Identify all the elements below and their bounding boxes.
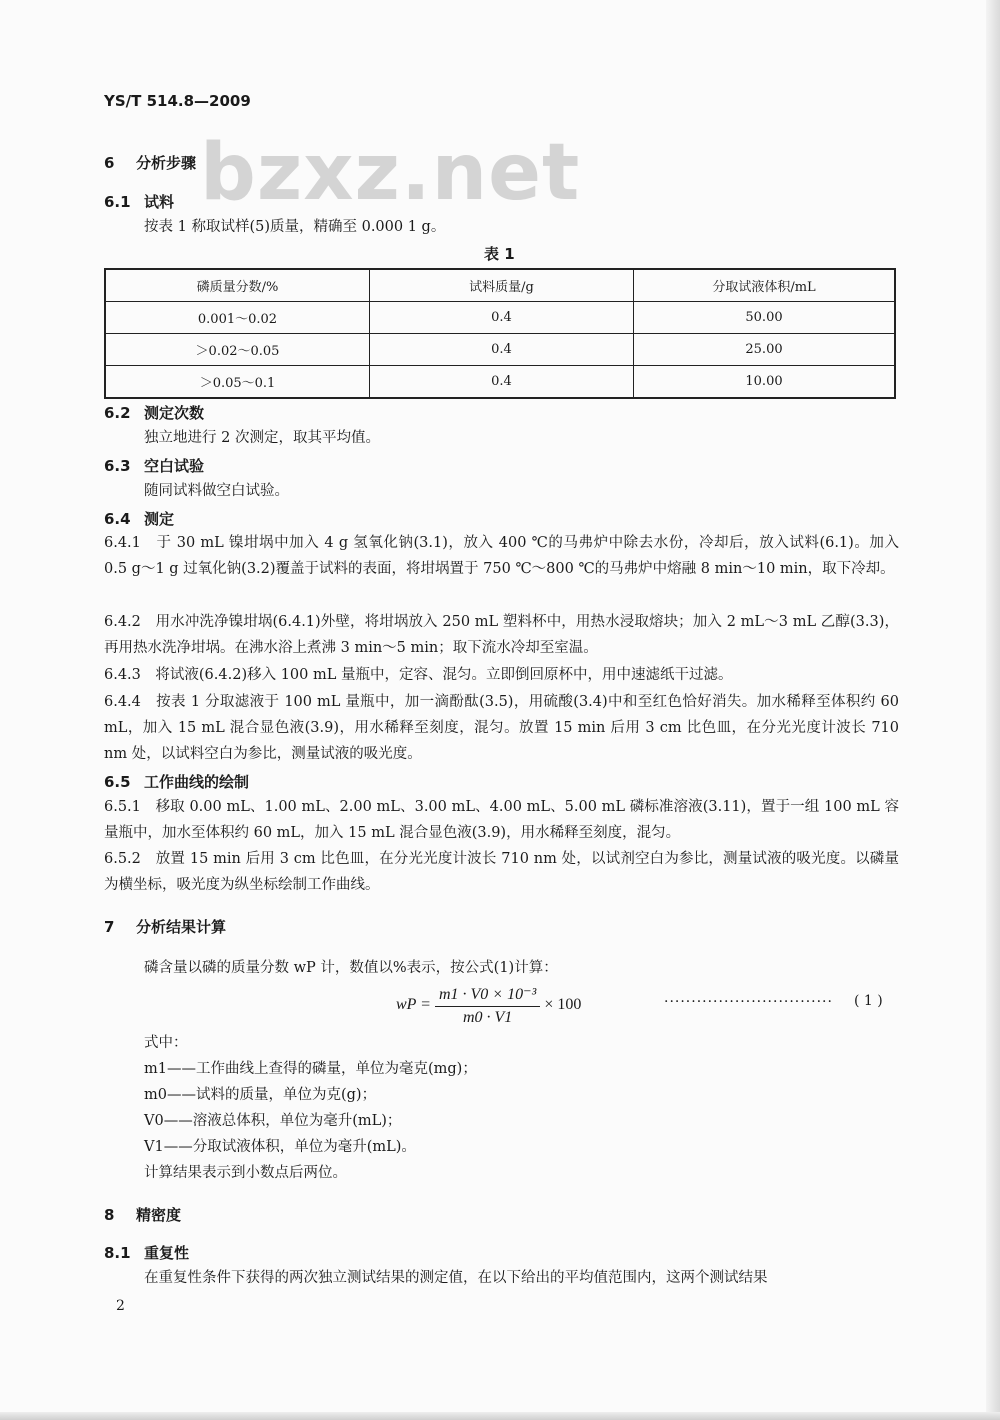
section-number: 6.1 xyxy=(104,193,131,211)
section-number: 7 xyxy=(104,918,115,936)
page-edge-bottom xyxy=(0,1412,1000,1420)
section-6-2-heading xyxy=(104,402,204,423)
section-number: 6.3 xyxy=(104,457,131,475)
section-title: 精密度 xyxy=(136,1206,182,1224)
table-cell: 0.4 xyxy=(370,302,634,334)
section-6-3-text: 随同试料做空白试验。 xyxy=(144,483,289,499)
paragraph-6-5-1: 6.5.1 移取 0.00 mL、1.00 mL、2.00 mL、3.00 mL、4.00 mL、5.00 mL 磷标准溶液(3.11)，置于一组 100 mL 容量瓶中，加水至体积约 60 mL，加入 15 mL 混合显色液(3.9)，用水稀释至刻度，混匀。 xyxy=(104,799,899,841)
formula-leader-dots: ······························· xyxy=(664,994,833,1010)
section-number: 6.2 xyxy=(104,404,131,422)
section-6-1-text: 按表 1 称取试样(5)质量，精确至 0.000 1 g。 xyxy=(144,219,446,235)
section-title: 重复性 xyxy=(144,1244,190,1262)
section-title: 工作曲线的绘制 xyxy=(144,773,250,791)
table-row xyxy=(105,302,895,334)
table-cell: 10.00 xyxy=(634,366,896,399)
section-title: 测定次数 xyxy=(144,404,205,422)
table-header-cell: 试料质量/g xyxy=(370,269,634,302)
page-edge-right xyxy=(986,0,1000,1420)
section-number: 8.1 xyxy=(104,1244,131,1262)
table-header-row xyxy=(105,269,895,302)
section-8-1-heading xyxy=(104,1242,189,1263)
formula-fraction xyxy=(435,984,540,1027)
where-item: V0——溶液总体积，单位为毫升(mL)； xyxy=(144,1113,402,1129)
paragraph-6-4-2: 6.4.2 用水冲洗净镍坩埚(6.4.1)外壁，将坩埚放入 250 mL 塑料杯中，用热水浸取熔块；加入 2 mL～3 mL 乙醇(3.3)，再用热水洗净坩埚。在沸水浴上煮沸 3 min～5 min；取下流水冷却至室温。 xyxy=(104,614,899,656)
where-item: V1——分取试液体积，单位为毫升(mL)。 xyxy=(144,1139,416,1155)
section-title: 测定 xyxy=(144,510,175,528)
section-title: 分析结果计算 xyxy=(136,918,227,936)
table-cell: 0.4 xyxy=(370,334,634,366)
table-cell: 25.00 xyxy=(634,334,896,366)
table-header-cell: 分取试液体积/mL xyxy=(634,269,896,302)
section-7-heading xyxy=(104,916,226,937)
page-number: 2 xyxy=(116,1298,125,1314)
section-title: 试料 xyxy=(144,193,175,211)
section-8-heading xyxy=(104,1204,181,1225)
formula-numerator: m1 · V0 × 10⁻³ xyxy=(435,984,540,1007)
where-note: 计算结果表示到小数点后两位。 xyxy=(144,1165,347,1181)
formula-1 xyxy=(396,984,581,1027)
section-number: 6.5 xyxy=(104,773,131,791)
standard-number: YS/T 514.8—2009 xyxy=(104,92,251,110)
table-cell: 0.001～0.02 xyxy=(105,302,370,334)
section-title: 分析步骤 xyxy=(136,154,197,172)
table-1 xyxy=(104,268,896,399)
section-6-heading xyxy=(104,152,196,173)
table-row xyxy=(105,366,895,399)
watermark: bzxz.net xyxy=(200,128,581,218)
paragraph-6-4-3: 6.4.3 将试液(6.4.2)移入 100 mL 量瓶中，定容、混匀。立即倒回原杯中，用中速滤纸干过滤。 xyxy=(104,667,733,683)
paragraph-6-4-1: 6.4.1 于 30 mL 镍坩埚中加入 4 g 氢氧化钠(3.1)，放入 400 ℃的马弗炉中除去水份，冷却后，放入试料(6.1)。加入 0.5 g～1 g 过氧化钠(3.2)覆盖于试料的表面，将坩埚置于 750 ℃～800 ℃的马弗炉中熔融 8 min～10 min，取下冷却。 xyxy=(104,535,899,577)
formula-multiplier: × 100 xyxy=(544,996,582,1014)
section-8-1-text: 在重复性条件下获得的两次独立测试结果的测定值，在以下给出的平均值范围内，这两个测试结果 xyxy=(144,1270,768,1286)
section-6-2-text: 独立地进行 2 次测定，取其平均值。 xyxy=(144,430,380,446)
section-number: 8 xyxy=(104,1206,115,1224)
where-item: m0——试料的质量，单位为克(g)； xyxy=(144,1087,377,1103)
table-caption: 表 1 xyxy=(484,245,515,263)
section-number: 6.4 xyxy=(104,510,131,528)
table-header-cell: 磷质量分数/% xyxy=(105,269,370,302)
section-6-1-heading xyxy=(104,191,174,212)
formula-denominator: m0 · V1 xyxy=(462,1009,513,1026)
paragraph-6-4-4: 6.4.4 按表 1 分取滤液于 100 mL 量瓶中，加一滴酚酞(3.5)，用硫酸(3.4)中和至红色恰好消失。加水稀释至体积约 60 mL，加入 15 mL 混合显色液(3.9)，用水稀释至刻度，混匀。放置 15 min 后用 3 cm 比色皿，在分光光度计波长 710 nm 处，以试料空白为参比，测量试液的吸光度。 xyxy=(104,694,899,762)
table-cell: ＞0.02～0.05 xyxy=(105,334,370,366)
formula-lhs: wP = xyxy=(396,996,431,1014)
section-number: 6 xyxy=(104,154,115,172)
section-7-intro: 磷含量以磷的质量分数 wP 计，数值以%表示，按公式(1)计算： xyxy=(144,960,558,976)
section-title: 空白试验 xyxy=(144,457,205,475)
formula-label: ( 1 ) xyxy=(854,993,883,1009)
section-6-3-heading xyxy=(104,455,204,476)
table-cell: 0.4 xyxy=(370,366,634,399)
where-title: 式中： xyxy=(144,1035,188,1051)
table-row xyxy=(105,334,895,366)
where-item: m1——工作曲线上查得的磷量，单位为毫克(mg)； xyxy=(144,1061,477,1077)
section-6-4-heading xyxy=(104,508,174,529)
table-cell: 50.00 xyxy=(634,302,896,334)
paragraph-6-5-2: 6.5.2 放置 15 min 后用 3 cm 比色皿，在分光光度计波长 710 nm 处，以试剂空白为参比，测量试液的吸光度。以磷量为横坐标，吸光度为纵坐标绘制工作曲线。 xyxy=(104,851,899,893)
section-6-5-heading xyxy=(104,771,249,792)
table-cell: ＞0.05～0.1 xyxy=(105,366,370,399)
